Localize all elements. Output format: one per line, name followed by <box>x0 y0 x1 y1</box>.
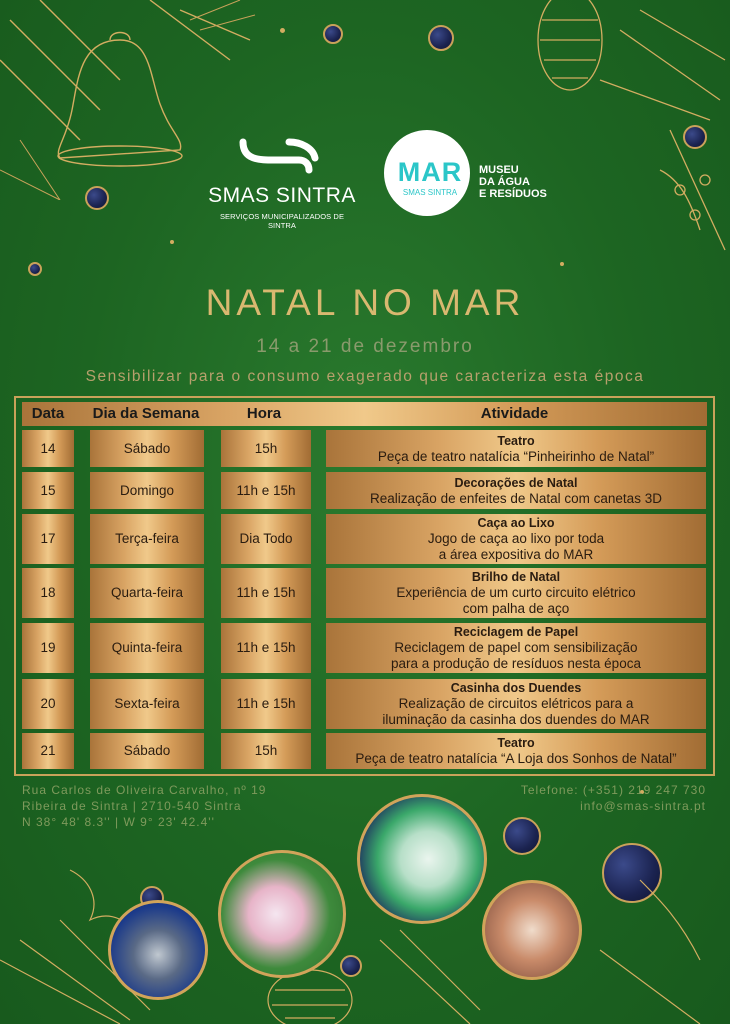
mar-line-2: DA ÁGUA <box>479 176 530 188</box>
mar-line-1: MUSEU <box>479 164 519 176</box>
smas-mark-icon <box>239 138 319 178</box>
mar-badge <box>384 130 470 216</box>
address-block <box>22 782 266 830</box>
email[interactable]: info@smas-sintra.pt <box>580 799 706 813</box>
cell-dia-text: Quinta-feira <box>111 640 183 655</box>
activity-description: com palha de aço <box>462 601 570 616</box>
cell-data-text: 21 <box>40 743 56 758</box>
activity-title: Caça ao Lixo <box>477 516 555 530</box>
cell-dia <box>90 733 204 769</box>
smas-subtitle: SERVIÇOS MUNICIPALIZADOS DE SINTRA <box>219 212 345 230</box>
cell-data-text: 18 <box>40 585 56 600</box>
tagline: Sensibilizar para o consumo exagerado que caracteriza esta época <box>85 368 645 385</box>
cell-hora <box>221 623 311 673</box>
activity-description: Peça de teatro natalícia “Pinheirinho de Natal” <box>377 448 655 464</box>
ornament-ball <box>683 125 707 149</box>
ornament-ball <box>323 24 343 44</box>
header-atividade: Atividade <box>480 405 549 422</box>
photo-steel-wool <box>108 900 208 1000</box>
address-line-1: Rua Carlos de Oliveira Carvalho, nº 19 <box>22 783 267 797</box>
cell-hora-text: 15h <box>254 440 278 456</box>
cell-data <box>22 472 74 509</box>
cell-atividade <box>326 733 706 769</box>
cell-dia <box>90 472 204 509</box>
activity-title: Reciclagem de Papel <box>453 625 579 639</box>
cell-hora <box>221 472 311 509</box>
cell-hora-text: 11h e 15h <box>236 482 296 498</box>
cell-data-text: 17 <box>40 531 56 546</box>
cell-dia-text: Domingo <box>119 482 175 498</box>
activity-description: Realização de enfeites de Natal com canetas 3D <box>370 490 662 506</box>
photo-museum-room <box>482 880 582 980</box>
cell-data <box>22 623 74 673</box>
cell-hora-text: 11h e 15h <box>236 585 296 600</box>
table-header-row <box>22 402 707 426</box>
header-data: Data <box>31 405 65 422</box>
cell-atividade <box>326 472 706 509</box>
cell-atividade <box>326 568 706 618</box>
cell-data-text: 14 <box>40 440 56 456</box>
ornament-ball <box>28 262 42 276</box>
cell-dia-text: Sexta-feira <box>114 696 180 711</box>
cell-data <box>22 568 74 618</box>
cell-dia-text: Terça-feira <box>115 531 179 546</box>
cell-dia <box>90 514 204 564</box>
cell-dia-text: Quarta-feira <box>110 585 184 600</box>
cell-hora <box>221 568 311 618</box>
activity-title: Decorações de Natal <box>454 475 578 490</box>
cell-hora <box>221 733 311 769</box>
mar-tag: SMAS SINTRA <box>402 188 458 197</box>
cell-data <box>22 733 74 769</box>
activity-description: Experiência de um curto circuito elétrico <box>396 585 636 600</box>
cell-hora <box>221 430 311 467</box>
smas-logo <box>207 138 357 228</box>
cell-hora-text: 11h e 15h <box>236 696 296 711</box>
cell-atividade <box>326 430 706 467</box>
ornament-ball <box>428 25 454 51</box>
cell-data <box>22 679 74 729</box>
cell-atividade <box>326 679 706 729</box>
address-line-2: Ribeira de Sintra | 2710-540 Sintra <box>22 799 242 813</box>
activity-description: Realização de circuitos elétricos para a <box>398 696 634 711</box>
mar-logo <box>384 130 554 222</box>
activity-title: Teatro <box>497 736 535 750</box>
cell-hora-text: 15h <box>254 743 278 758</box>
cell-atividade <box>326 623 706 673</box>
smas-name: SMAS SINTRA <box>208 184 356 207</box>
activity-title: Teatro <box>497 433 535 448</box>
photo-puppet-theatre <box>218 850 346 978</box>
activity-title: Casinha dos Duendes <box>450 681 582 695</box>
header-dia: Dia da Semana <box>92 405 200 422</box>
cell-atividade <box>326 514 706 564</box>
activity-title: Brilho de Natal <box>471 570 561 584</box>
activity-description: Jogo de caça ao lixo por toda <box>427 531 605 546</box>
event-dates: 14 a 21 de dezembro <box>256 336 474 357</box>
cell-data <box>22 430 74 467</box>
contact-block <box>521 782 706 814</box>
cell-data-text: 19 <box>40 640 56 655</box>
ornament-ball <box>85 186 109 210</box>
cell-hora <box>221 679 311 729</box>
header-hora: Hora <box>246 405 282 422</box>
cell-dia <box>90 430 204 467</box>
mar-word: MAR <box>397 157 463 187</box>
activity-description: a área expositiva do MAR <box>438 547 594 562</box>
mar-line-3: E RESÍDUOS <box>479 188 547 200</box>
cell-data-text: 15 <box>40 482 56 498</box>
activity-description: iluminação da casinha dos duendes do MAR <box>382 712 650 727</box>
activity-description: para a produção de resíduos nesta época <box>391 656 641 671</box>
cell-dia <box>90 679 204 729</box>
cell-hora-text: 11h e 15h <box>236 640 296 655</box>
cell-hora-text: Dia Todo <box>239 531 293 546</box>
mar-museum-name <box>479 164 547 200</box>
gold-dot <box>170 240 174 244</box>
gold-dot <box>560 262 564 266</box>
cell-dia-text: Sábado <box>123 743 171 758</box>
cell-dia-text: Sábado <box>123 440 171 456</box>
cell-data-text: 20 <box>40 696 56 711</box>
cell-dia <box>90 623 204 673</box>
address-line-3: N 38° 48' 8.3'' | W 9° 23' 42.4'' <box>22 815 215 829</box>
activity-description: Reciclagem de papel com sensibilização <box>394 640 638 655</box>
gold-dot <box>280 28 285 33</box>
photo-tree-illustration <box>357 794 487 924</box>
phone: Telefone: (+351) 219 247 730 <box>520 783 706 797</box>
cell-data <box>22 514 74 564</box>
activity-description: Peça de teatro natalícia “A Loja dos Sonhos de Natal” <box>355 751 677 766</box>
page-title: NATAL NO MAR <box>205 282 525 323</box>
cell-hora <box>221 514 311 564</box>
cell-dia <box>90 568 204 618</box>
